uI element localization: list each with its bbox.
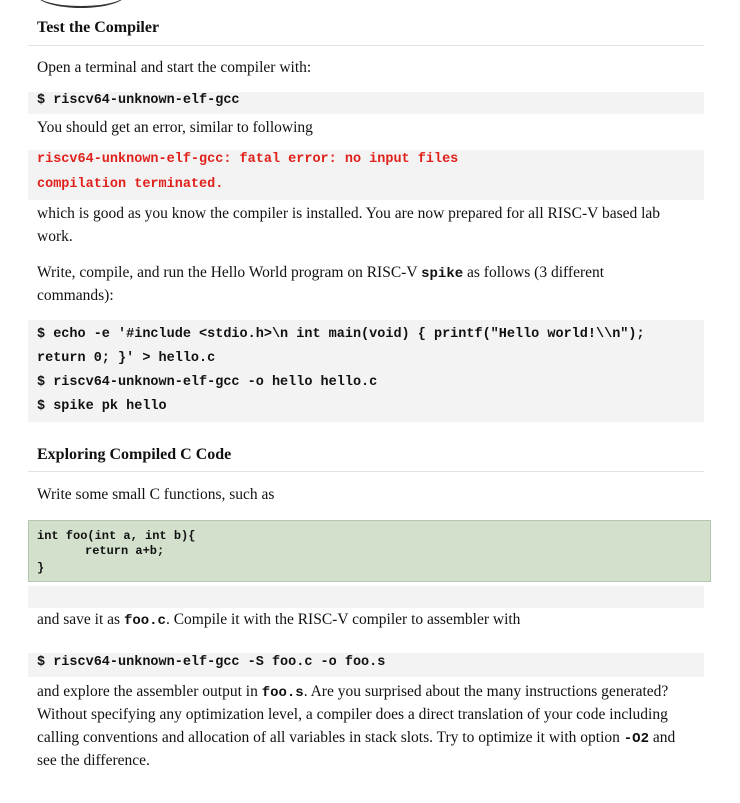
hello-code-line-3: $ riscv64-unknown-elf-gcc -o hello hello.c (37, 375, 378, 390)
save-text-post: . Compile it with the RISC-V compiler to assembler with (165, 611, 521, 628)
hello-code-line-4: $ spike pk hello (37, 399, 167, 414)
save-text-pre: and save it as (37, 611, 124, 628)
explore3-text-pre: calling conventions and allocation of all variables in stack slots. Try to optimize it with option (37, 729, 624, 746)
spacer-bar (28, 586, 704, 608)
decorative-arc (36, 0, 126, 8)
explore-text-pre: and explore the assembler output in (37, 683, 262, 700)
hello-code-line-1: $ echo -e '#include <stdio.h>\n int main(void) { printf("Hello world!\\n"); (37, 327, 645, 342)
inline-code-foo-c: foo.c (123, 613, 166, 629)
explore-line-3 (37, 726, 675, 751)
expect-text: You should get an error, similar to following (37, 119, 313, 136)
error-line-1: riscv64-unknown-elf-gcc: fatal error: no input files (37, 152, 459, 167)
inline-code-spike: spike (421, 266, 464, 282)
section-heading-test-compiler: Test the Compiler (37, 19, 160, 36)
intro-text: Open a terminal and start the compiler with: (37, 59, 312, 76)
compile-command: $ riscv64-unknown-elf-gcc -S foo.c -o foo.s (37, 655, 386, 670)
write-instruction-line-2: commands): (37, 287, 114, 304)
heading-rule (28, 45, 704, 46)
hello-code-line-2: return 0; }' > hello.c (37, 351, 216, 366)
command-line: $ riscv64-unknown-elf-gcc (37, 93, 240, 108)
inline-code-foo-s: foo.s (261, 685, 304, 701)
section-heading-exploring: Exploring Compiled C Code (37, 446, 232, 463)
write-text-pre: Write, compile, and run the Hello World program on RISC-V (37, 264, 422, 281)
write-functions-text: Write some small C functions, such as (37, 486, 275, 503)
paragraph-good-line-2: work. (37, 228, 73, 245)
c-code-line-1: int foo(int a, int b){ (37, 529, 196, 543)
heading-rule (28, 471, 704, 472)
explore-text-post: . Are you surprised about the many instructions generated? (303, 683, 669, 700)
explore3-text-post: and (648, 729, 676, 746)
save-instruction (37, 608, 520, 633)
paragraph-good-line-1: which is good as you know the compiler is installed. You are now prepared for all RISC-V based lab (37, 205, 661, 222)
write-instruction-line-1 (37, 261, 604, 286)
explore-line-2: Without specifying any optimization level, a compiler does a direct translation of your code including (37, 706, 668, 723)
explore-line-1 (37, 680, 668, 705)
explore-line-4: see the difference. (37, 752, 150, 769)
write-text-post: as follows (3 different (463, 264, 605, 281)
c-code-line-3: } (37, 561, 45, 575)
c-code-line-2: return a+b; (85, 544, 165, 558)
error-line-2: compilation terminated. (37, 177, 224, 192)
inline-code-o2: -O2 (623, 731, 649, 747)
